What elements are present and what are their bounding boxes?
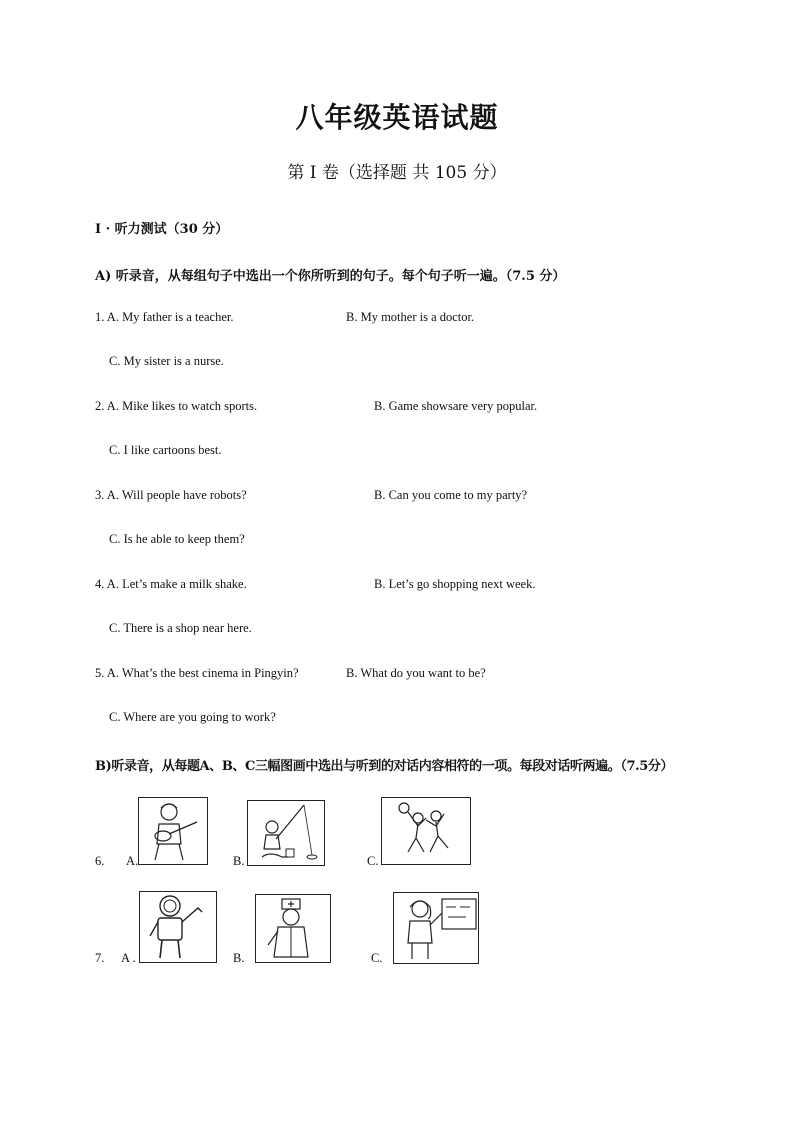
question-6-number: 6. xyxy=(95,854,105,868)
teacher-picture xyxy=(393,892,479,964)
question-1-option-a: 1. A. My father is a teacher. xyxy=(95,310,234,324)
part-b-instruction: B)听录音，从每题A、B、C三幅图画中选出与听到的对话内容相符的一项。每段对话听两遍。（7.5分） xyxy=(95,759,674,774)
question-6-label-b: B. xyxy=(233,854,245,868)
basketball-players-icon xyxy=(382,798,470,864)
page-title: 八年级英语试题 xyxy=(295,101,499,134)
doctor-picture xyxy=(255,894,331,963)
question-6-label-a: A. xyxy=(126,854,139,868)
question-5-option-a: 5. A. What’s the best cinema in Pingyin? xyxy=(95,666,299,680)
question-1-option-c: C. My sister is a nurse. xyxy=(109,354,224,368)
question-3-option-c: C. Is he able to keep them? xyxy=(109,532,245,546)
question-2-option-b: B. Game showsare very popular. xyxy=(374,399,538,413)
question-3-option-b: B. Can you come to my party? xyxy=(374,488,528,502)
astronaut-icon xyxy=(140,892,216,962)
question-7-label-a: A . xyxy=(121,951,136,965)
basketball-players-picture xyxy=(381,797,471,865)
question-4-option-c: C. There is a shop near here. xyxy=(109,621,252,635)
doctor-icon xyxy=(256,895,330,962)
fishing-boy-picture xyxy=(247,800,325,866)
astronaut-picture xyxy=(139,891,217,963)
question-4-option-b: B. Let’s go shopping next week. xyxy=(374,577,536,591)
guitar-player-picture xyxy=(138,797,208,865)
paper-subtitle: 第 I 卷（选择题 共 105 分） xyxy=(287,163,507,183)
question-4-option-a: 4. A. Let’s make a milk shake. xyxy=(95,577,247,591)
question-7-number: 7. xyxy=(95,951,105,965)
part-a-instruction: A) 听录音，从每组句子中选出一个你所听到的句子。每个句子听一遍。（7.5 分） xyxy=(95,269,566,284)
question-3-option-a: 3. A. Will people have robots? xyxy=(95,488,247,502)
question-5-option-b: B. What do you want to be? xyxy=(346,666,486,680)
question-6-label-c: C. xyxy=(367,854,379,868)
fishing-boy-icon xyxy=(248,801,324,865)
section-heading-listening: I · 听力测试（30 分） xyxy=(95,222,229,237)
question-2-option-a: 2. A. Mike likes to watch sports. xyxy=(95,399,258,413)
teacher-icon xyxy=(394,893,478,963)
question-7-label-c: C. xyxy=(371,951,383,965)
guitar-player-icon xyxy=(139,798,207,864)
question-1-option-b: B. My mother is a doctor. xyxy=(346,310,475,324)
question-5-option-c: C. Where are you going to work? xyxy=(109,710,276,724)
question-7-label-b: B. xyxy=(233,951,245,965)
question-2-option-c: C. I like cartoons best. xyxy=(109,443,222,457)
